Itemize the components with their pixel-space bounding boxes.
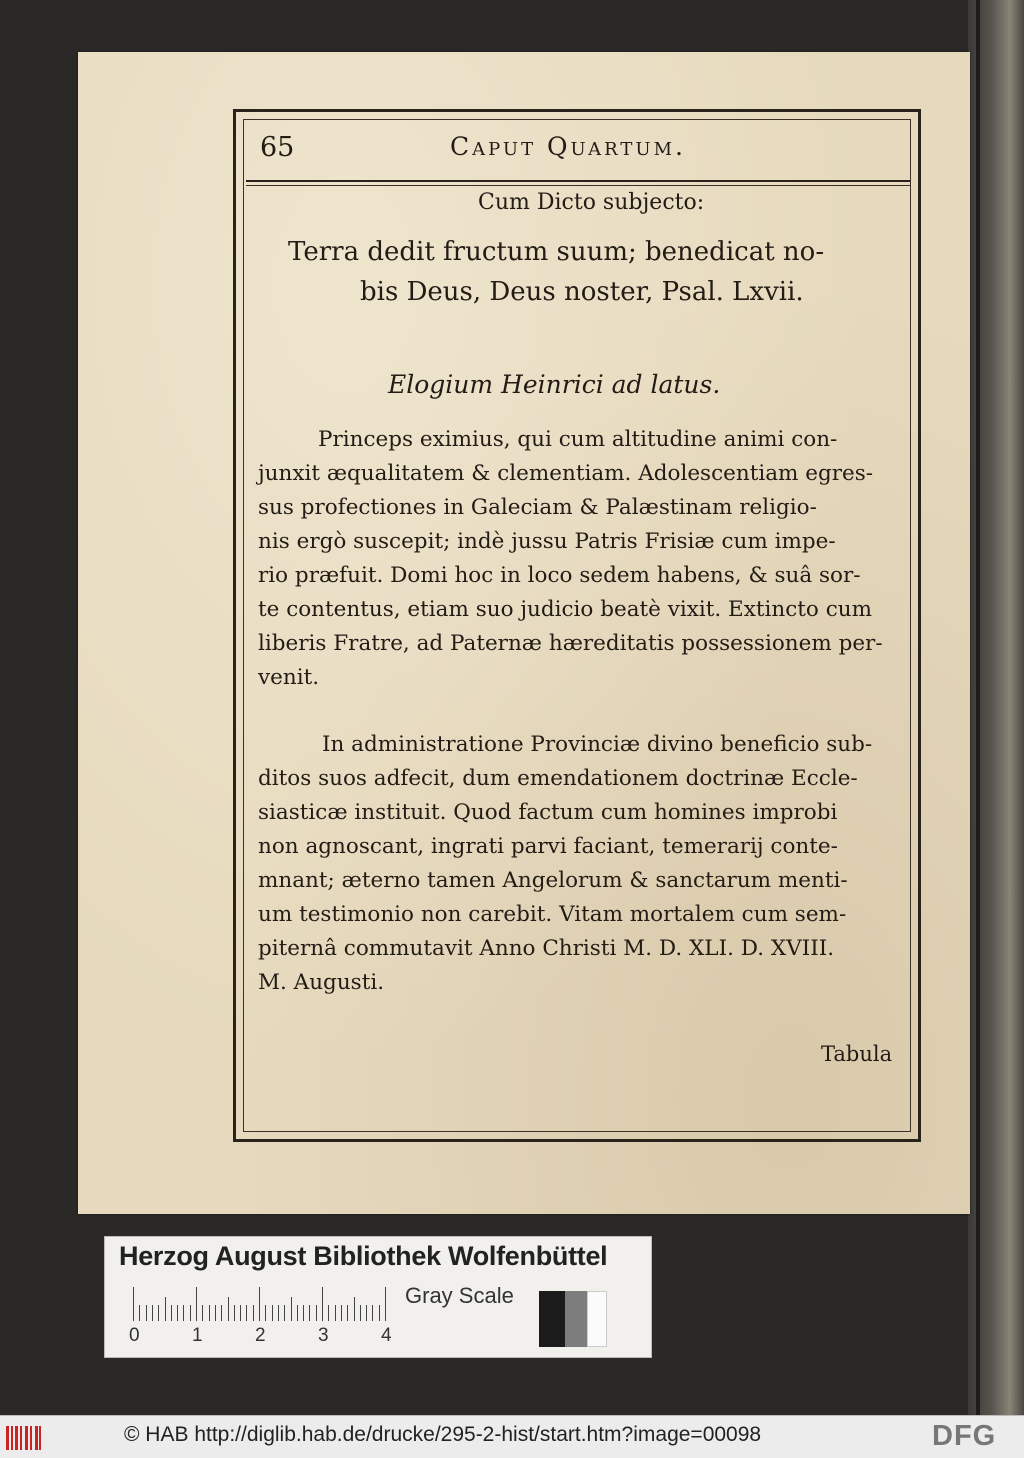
paragraph-line: nis ergò suscepit; indè jussu Patris Frisiæ cum impe- [258,529,836,554]
gray-swatch-white [587,1291,607,1347]
ruler-tick [278,1305,279,1321]
caption-line: bis Deus, Deus noster, Psal. Lxvii. [360,277,804,307]
footer-bar [0,1415,1024,1458]
ruler-tick [240,1305,241,1321]
ruler-tick [347,1305,348,1321]
book-page [78,52,970,1214]
catchword: Tabula [821,1042,893,1066]
ruler-tick [177,1305,178,1321]
barcode-bar [25,1426,28,1450]
page-number: 65 [260,132,295,163]
gray-swatch-black [539,1291,565,1347]
ruler-tick [341,1305,342,1321]
running-head: Caput Quartum. [450,132,686,161]
ruler-tick [354,1297,355,1321]
header-rule-thin [246,185,910,186]
ruler-tick [265,1305,266,1321]
ruler-tick [215,1305,216,1321]
paragraph-line: liberis Fratre, ad Paternæ hæreditatis possessionem per- [258,631,883,656]
ruler-tick [309,1305,310,1321]
ruler-tick [171,1305,172,1321]
ruler-tick [196,1287,197,1321]
paragraph-line: mnant; æterno tamen Angelorum & sanctarum menti- [258,868,848,893]
paragraph-line: junxit æqualitatem & clementiam. Adolescentiam egres- [258,461,874,486]
ruler-tick [379,1305,380,1321]
paragraph-line: M. Augusti. [258,970,385,995]
ruler-tick [272,1305,273,1321]
ruler-tick [360,1305,361,1321]
ruler-tick [322,1287,323,1321]
ruler-tick [297,1305,298,1321]
ruler-tick [133,1287,134,1321]
ruler-tick [228,1297,229,1321]
ruler-tick [316,1305,317,1321]
barcode-bar [30,1426,32,1450]
caption-line: Terra dedit fructum suum; benedicat no- [288,237,825,267]
paragraph-line: rio præfuit. Domi hoc in loco sedem habens, & suâ sor- [258,563,861,588]
ruler-tick [146,1305,147,1321]
ruler-tick [372,1305,373,1321]
ruler-number: 4 [381,1325,392,1346]
barcode-bar [15,1426,18,1450]
paragraph-line: venit. [258,665,320,690]
ruler-tick [202,1305,203,1321]
ruler-number: 2 [255,1325,266,1346]
ruler-tick [284,1305,285,1321]
ruler-tick [221,1305,222,1321]
paragraph-line: ditos suos adfecit, dum emendationem doctrinæ Eccle- [258,766,858,791]
section-heading: Elogium Heinrici ad latus. [388,370,721,399]
barcode-bar [6,1426,9,1450]
ruler-number: 3 [318,1325,329,1346]
source-url-text[interactable]: © HAB http://diglib.hab.de/drucke/295-2-hist/start.htm?image=00098 [124,1423,762,1446]
ruler-tick [183,1305,184,1321]
paragraph-line: non agnoscant, ingrati parvi faciant, temerarij conte- [258,834,838,859]
barcode-bar [39,1426,41,1450]
paragraph-line: piternâ commutavit Anno Christi M. D. XLI. D. XVIII. [258,936,835,961]
ruler-tick [190,1305,191,1321]
ruler-tick [139,1305,140,1321]
library-label-card [104,1236,652,1358]
ruler-number: 1 [192,1325,203,1346]
ruler-tick [366,1305,367,1321]
library-name: Herzog August Bibliothek Wolfenbüttel [119,1241,608,1271]
header-rule [246,180,910,182]
ruler-tick [328,1305,329,1321]
paragraph-line: te contentus, etiam suo judicio beatè vixit. Extincto cum [258,597,872,622]
ruler-tick [291,1297,292,1321]
gray-scale-label: Gray Scale [405,1283,514,1308]
ruler-tick [259,1287,260,1321]
next-page-edge [968,0,1024,1415]
barcode-bar [11,1426,13,1450]
ruler-tick [209,1305,210,1321]
ruler-tick [246,1305,247,1321]
paragraph-line: In administratione Provinciæ divino beneficio sub- [322,732,873,757]
dfg-logo: DFG [932,1420,997,1452]
ruler-tick [234,1305,235,1321]
ruler-tick [158,1305,159,1321]
paragraph-line: sus profectiones in Galeciam & Palæstinam religio- [258,495,817,520]
paragraph-line: Princeps eximius, qui cum altitudine animi con- [318,427,838,452]
barcode-bar [35,1426,38,1450]
ruler-tick [165,1297,166,1321]
paragraph-line: siasticæ instituit. Quod factum cum homines improbi [258,800,838,825]
ruler-number: 0 [129,1325,140,1346]
ruler-tick [253,1305,254,1321]
gray-swatch-mid [565,1291,587,1347]
paragraph-line: um testimonio non carebit. Vitam mortalem cum sem- [258,902,847,927]
ruler-tick [303,1305,304,1321]
barcode-icon [6,1422,44,1452]
ruler-tick [385,1287,386,1321]
barcode-bar [20,1426,22,1450]
scale-ruler [133,1285,395,1321]
ruler-tick [152,1305,153,1321]
ruler-tick [335,1305,336,1321]
caption-intro: Cum Dicto subjecto: [478,190,705,215]
